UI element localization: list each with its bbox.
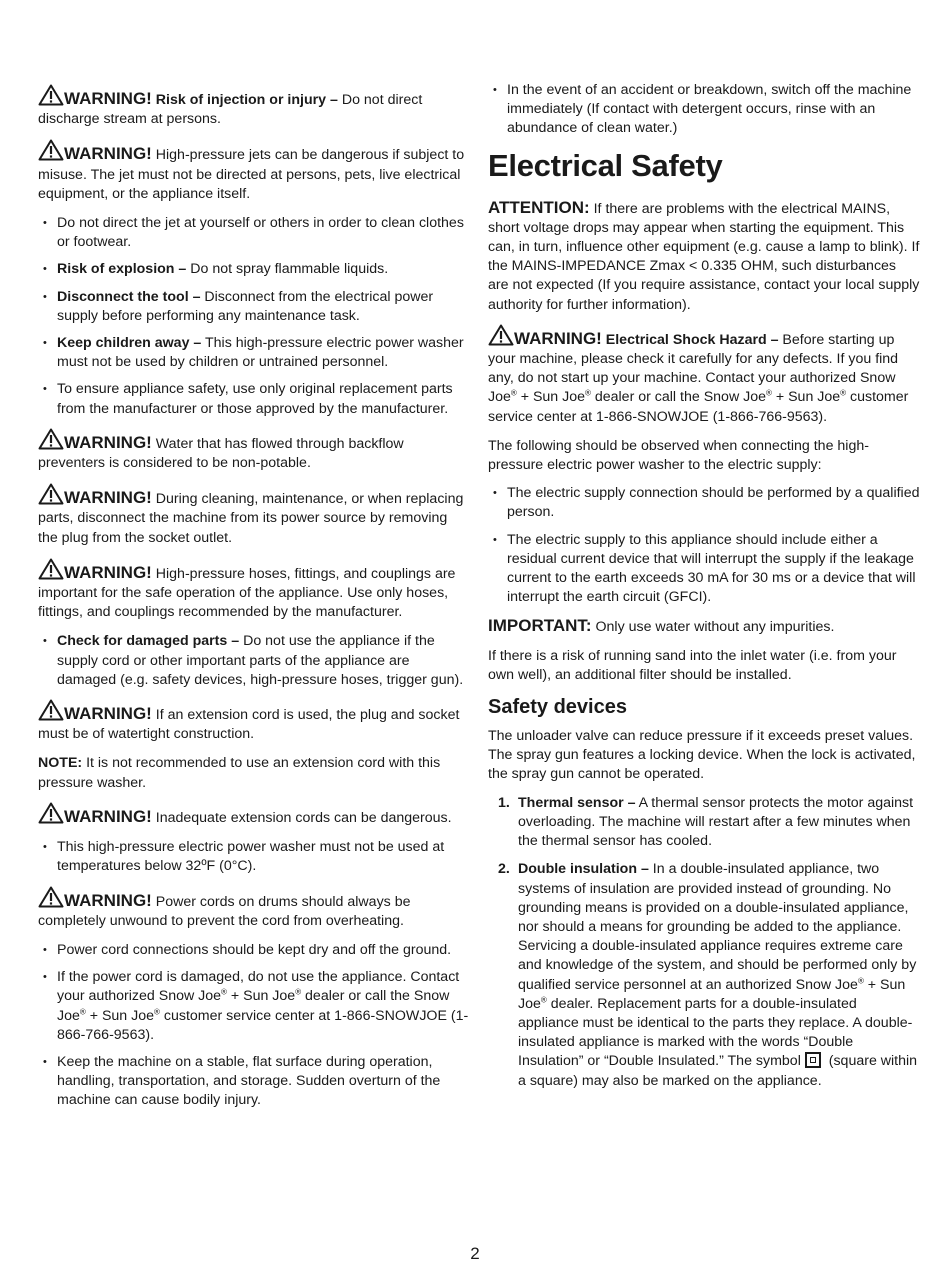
warning-triangle-icon	[38, 139, 64, 161]
list-item: 1. Thermal sensor – A thermal sensor protects the motor against overloading. The machine will restart after a few minutes when the thermal sensor has cooled.	[498, 794, 914, 850]
warning-disconnect-power: WARNING! During cleaning, maintenance, or when replacing parts, disconnect the machine from its power source by removing the plug from the socket outlet.	[38, 483, 470, 548]
warning-power-cord-drums: WARNING! Power cords on drums should always be completely unwound to prevent the cord from overheating.	[38, 886, 470, 931]
note-extension-cord: NOTE: It is not recommended to use an extension cord with this pressure washer.	[38, 755, 441, 791]
list-item: • Disconnect the tool – Disconnect from the electrical power supply before performing any maintenance task.	[38, 288, 470, 326]
list-item: • Check for damaged parts – Do not use the appliance if the supply cord or other important parts of the appliance are damaged (e.g. safety devices, high-pressure hoses, trigger gun).	[38, 632, 470, 690]
section-title-safety-devices: Safety devices	[488, 696, 627, 719]
page-number: 2	[470, 1244, 480, 1263]
list-item: 2. Double insulation – In a double-insulated appliance, two systems of insulation are provided instead of grounding. No grounding means is provided on a double-insulated appliance, nor should a means for grounding be added to the appliance. Servicing a double-insulated appliance requires extreme care and knowledge of the system, and should be performed only by qualified service personnel at an authorized Snow Joe® + Sun Joe® dealer. Replacement parts for a double-insulated appliance must be identical to the parts they replace. A double-insulated appliance is marked with the words “Double Insulation” or “Double Insulated.” The symbol (square within a square) may also be marked on the appliance.	[498, 861, 918, 1089]
warning-triangle-icon	[38, 802, 64, 824]
list-item: • Do not direct the jet at yourself or others in order to clean clothes or footwear.	[38, 214, 470, 252]
list-item: • To ensure appliance safety, use only original replacement parts from the manufacturer or those approved by the manufacturer.	[38, 380, 470, 418]
bullet-list-temperature	[38, 838, 470, 876]
list-item: • The electric supply connection should be performed by a qualified person.	[488, 484, 920, 522]
unloader-valve-paragraph: The unloader valve can reduce pressure if it exceeds preset values. The spray gun features a locking device. When the lock is activated, the spray gun cannot be operated.	[488, 728, 916, 783]
warning-triangle-icon	[38, 886, 64, 908]
section-title-electrical-safety: Electrical Safety	[488, 147, 723, 183]
list-item: • If the power cord is damaged, do not use the appliance. Contact your authorized Snow Joe® + Sun Joe® dealer or call the Snow Joe® + Sun Joe® customer service center at 1-866-SNOWJOE (1-866-766-9563).	[38, 968, 470, 1045]
bullet-list-accident	[488, 81, 920, 139]
warning-triangle-icon	[38, 483, 64, 505]
list-item: • Risk of explosion – Do not spray flammable liquids.	[38, 260, 470, 279]
bullet-list-jet-safety	[38, 214, 470, 419]
left-column	[38, 84, 470, 1120]
right-column	[488, 84, 920, 1100]
warning-backflow: WARNING! Water that has flowed through backflow preventers is considered to be non-potable.	[38, 428, 470, 473]
warning-electrical-shock: WARNING! Electrical Shock Hazard – Before starting up your machine, please check it carefully for any defects. If you find any, do not start up your machine. Contact your authorized Snow Joe® + Sun Joe® dealer or call the Snow Joe® + Sun Joe® customer service center at 1-866-SNOWJOE (1-866-766-9563).	[488, 324, 920, 427]
list-item: • This high-pressure electric power washer must not be used at temperatures below 32ºF (0°C).	[38, 838, 470, 876]
important-paragraph: IMPORTANT: Only use water without any impurities.	[488, 616, 835, 636]
warning-triangle-icon	[38, 428, 64, 450]
double-insulation-square-icon	[805, 1052, 821, 1068]
warning-extension-cord-watertight: WARNING! If an extension cord is used, the plug and socket must be of watertight construction.	[38, 699, 470, 744]
warning-inadequate-cords: WARNING! Inadequate extension cords can be dangerous.	[38, 802, 470, 828]
warning-high-pressure-jets: WARNING! High-pressure jets can be dangerous if subject to misuse. The jet must not be directed at persons, pets, live electrical equipment, or the appliance itself.	[38, 139, 470, 204]
warning-triangle-icon	[38, 558, 64, 580]
bullet-list-power-cord	[38, 941, 470, 1111]
bullet-list-electric-supply	[488, 484, 920, 607]
attention-paragraph: ATTENTION: If there are problems with the electrical MAINS, short voltage drops may appear when starting the equipment. This can, in turn, influence other equipment (e.g. cause a lamp to blink). If the MAINS-IMPEDANCE Zmax < 0.335 OHM, such disturbances are not expected (If you require assistance, contact your local supply authority for further information).	[488, 197, 920, 313]
list-item: • In the event of an accident or breakdown, switch off the machine immediately (If contact with detergent occurs, rinse with an abundance of clean water.)	[488, 81, 920, 139]
warning-injection: WARNING! Risk of injection or injury – Do not direct discharge stream at persons.	[38, 84, 470, 129]
warning-triangle-icon	[38, 699, 64, 721]
warning-hoses-fittings: WARNING! High-pressure hoses, fittings, and couplings are important for the safe operation of the appliance. Use only hoses, fittings, and couplings recommended by the manufacturer.	[38, 558, 470, 623]
bullet-list-damaged-parts	[38, 632, 470, 690]
numbered-list-safety-devices	[488, 794, 920, 1091]
warning-triangle-icon	[488, 324, 514, 346]
list-item: • The electric supply to this appliance should include either a residual current device that will interrupt the supply if the leakage current to the earth exceeds 30 mA for 30 ms or a device that will interrupt the earth circuit (GFCI).	[488, 531, 920, 608]
list-item: • Keep the machine on a stable, flat surface during operation, handling, transportation, and storage. Sudden overturn of the machine can cause bodily injury.	[38, 1053, 470, 1111]
list-item: • Power cord connections should be kept dry and off the ground.	[38, 941, 470, 960]
warning-triangle-icon	[38, 84, 64, 106]
electric-supply-intro: The following should be observed when connecting the high-pressure electric power washer to the electric supply:	[488, 437, 869, 474]
list-item: • Keep children away – This high-pressure electric power washer must not be used by children or untrained personnel.	[38, 334, 470, 372]
sand-filter-paragraph: If there is a risk of running sand into the inlet water (i.e. from your own well), an additional filter should be installed.	[488, 647, 897, 683]
